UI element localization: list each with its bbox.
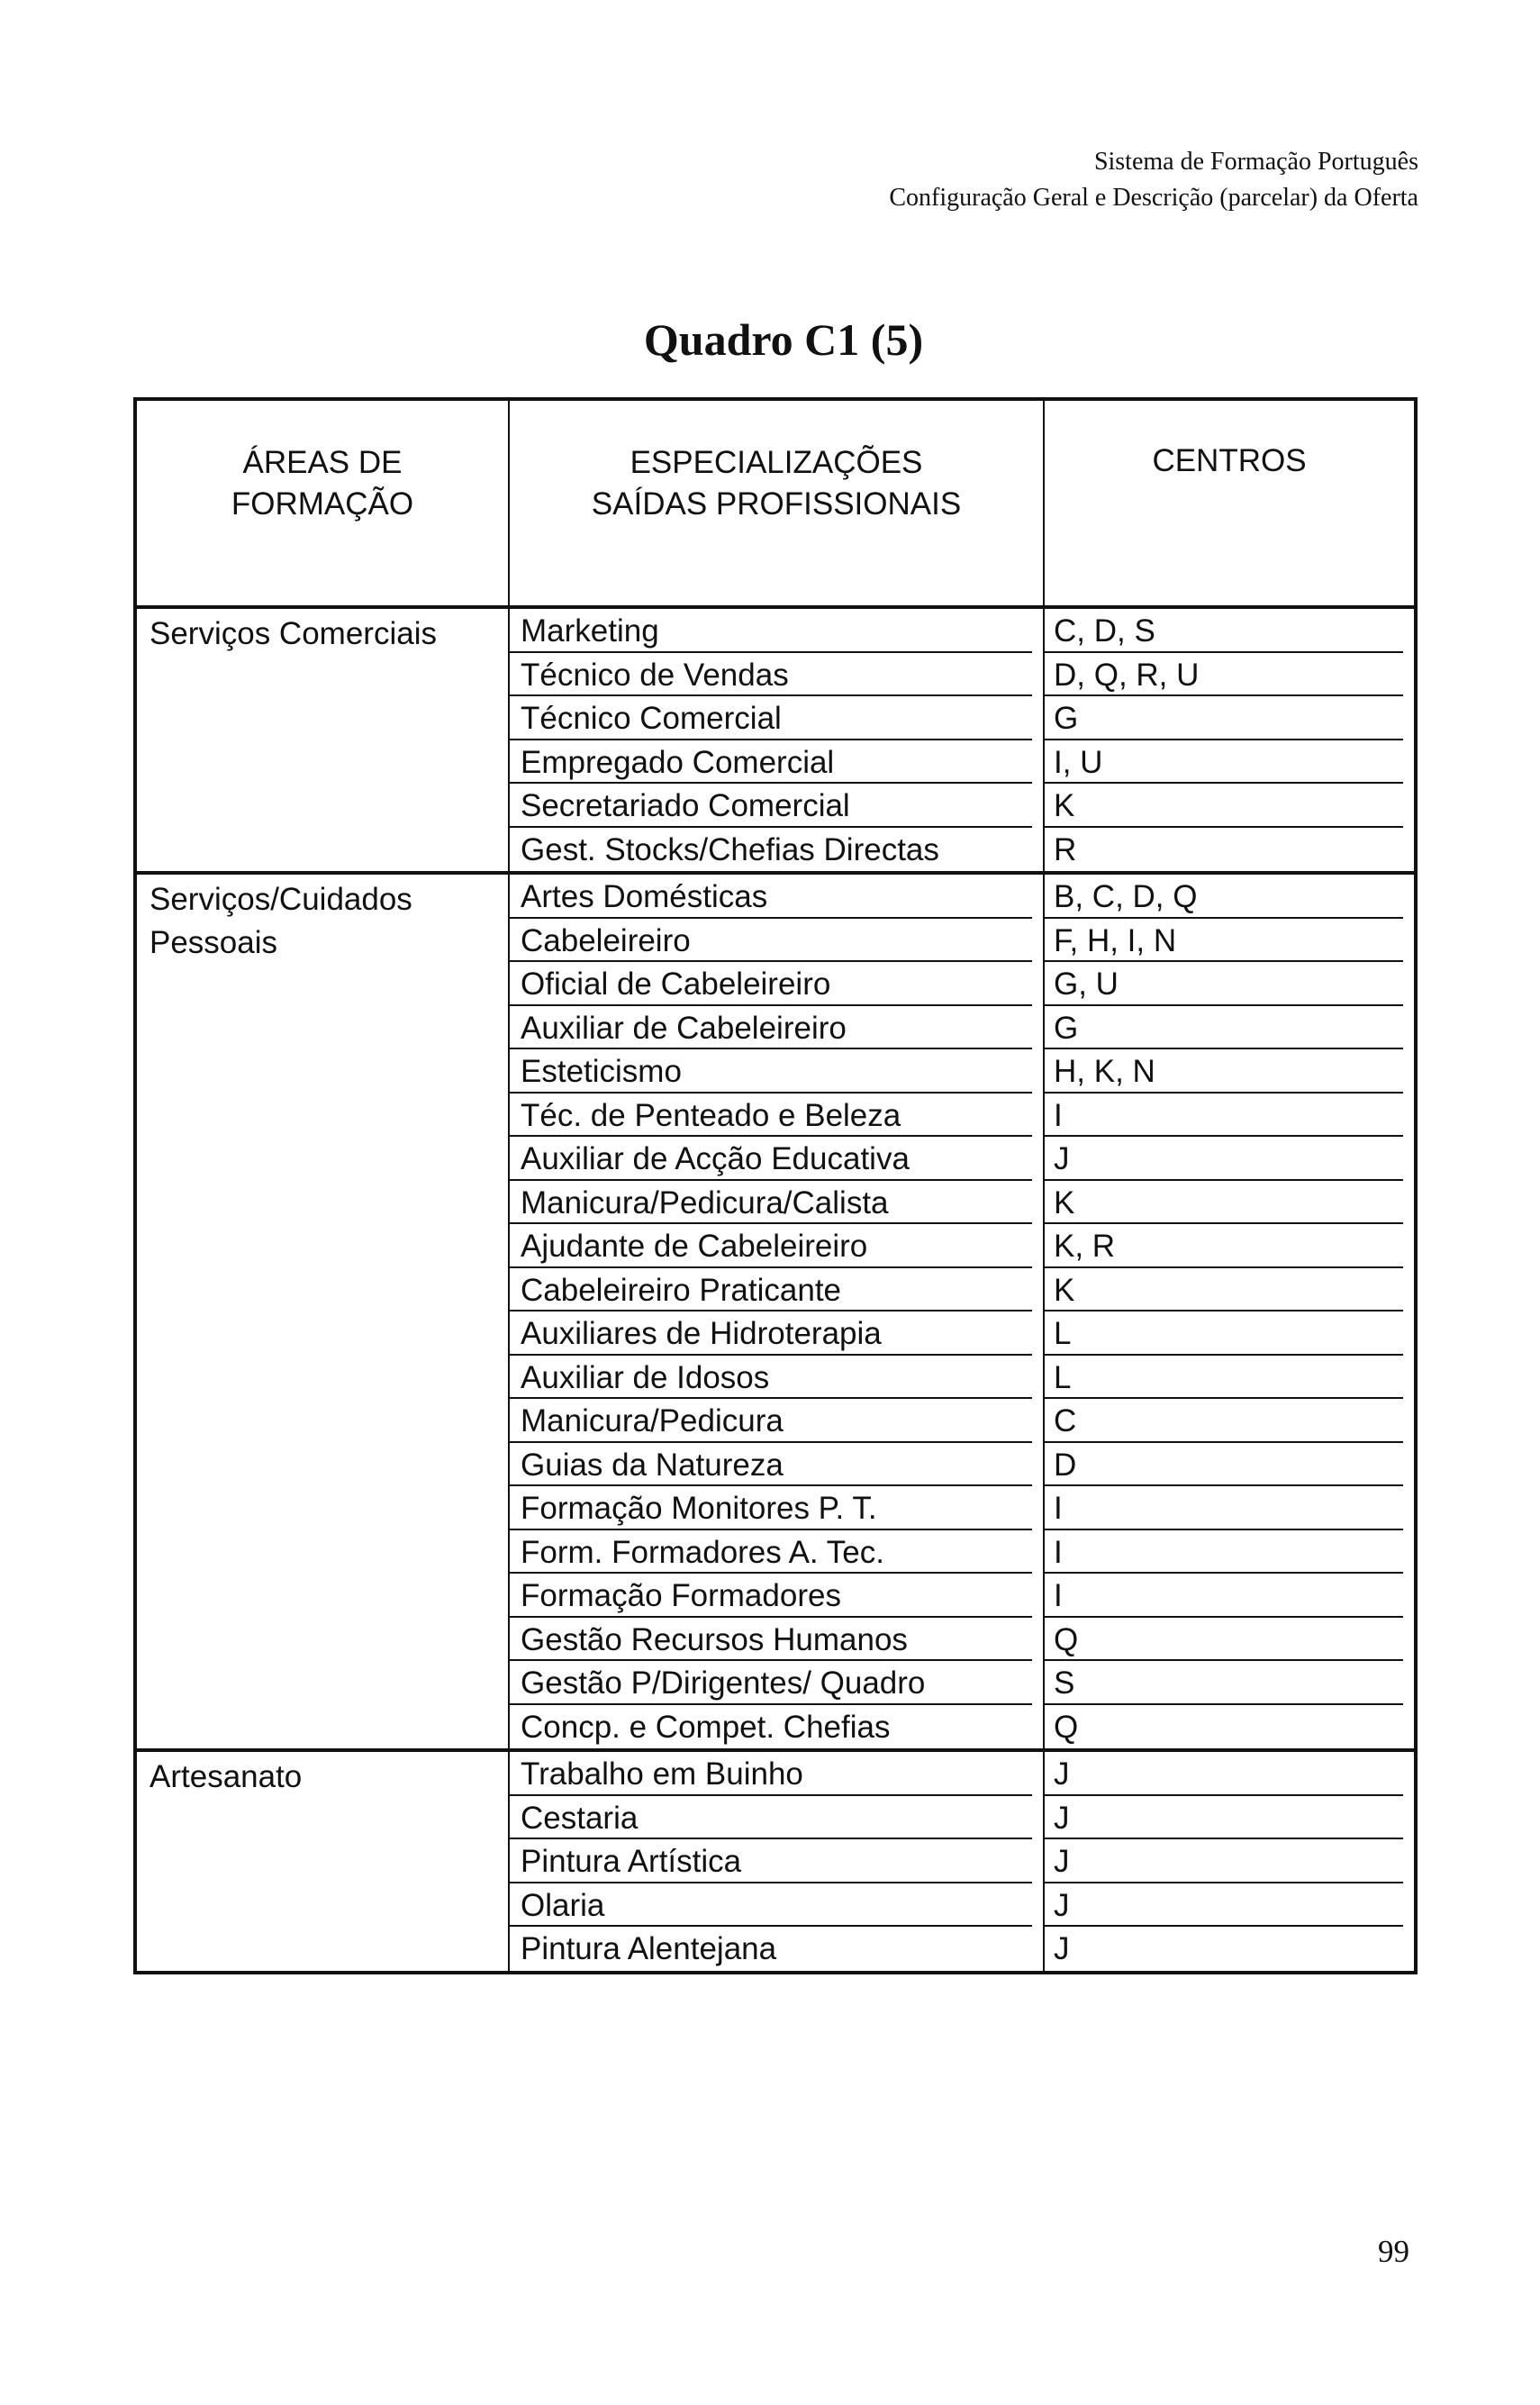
especializacao-item: Artes Domésticas [510, 875, 1032, 919]
centros-item: B, C, D, Q [1045, 875, 1403, 919]
centros-cell [1044, 1750, 1416, 1973]
table-title: Quadro C1 (5) [643, 314, 924, 365]
table-group-row [135, 873, 1416, 1750]
especializacao-item: Pintura Alentejana [521, 1931, 777, 1966]
centros-item: J [1045, 1839, 1403, 1883]
centros-item: J [1054, 1931, 1070, 1966]
page-number: 99 [1378, 2234, 1409, 2269]
centros-item: J [1045, 1752, 1403, 1796]
centros-cell [1044, 873, 1416, 1750]
centros-item: I [1045, 1574, 1403, 1618]
centros-item: J [1045, 1883, 1403, 1928]
centros-item: L [1045, 1311, 1403, 1356]
centros-item: F, H, I, N [1045, 919, 1403, 963]
centros-item: S [1045, 1661, 1403, 1705]
header-areas-de-formacao: ÁREAS DE FORMAÇÃO [135, 399, 509, 607]
table-header-row [135, 399, 1416, 607]
especializacao-item: Empregado Comercial [510, 740, 1032, 785]
centros-item: K, R [1045, 1224, 1403, 1268]
especializacao-item: Técnico de Vendas [510, 653, 1032, 697]
especializacao-item: Concp. e Compet. Chefias [521, 1709, 891, 1745]
area-cell [135, 607, 509, 873]
centros-item: I, U [1045, 740, 1403, 785]
especializacao-item: Auxiliar de Cabeleireiro [510, 1006, 1032, 1050]
running-header [889, 144, 1418, 216]
especializacao-item: Manicura/Pedicura/Calista [510, 1181, 1032, 1225]
centros-item: D, Q, R, U [1045, 653, 1403, 697]
area-cell [135, 873, 509, 1750]
especializacoes-cell [509, 1750, 1044, 1973]
especializacao-item: Form. Formadores A. Tec. [510, 1530, 1032, 1575]
especializacao-item: Auxiliares de Hidroterapia [510, 1311, 1032, 1356]
especializacao-item: Pintura Artística [510, 1839, 1032, 1883]
area-label: Serviços Comerciais [149, 616, 437, 651]
especializacao-item: Gest. Stocks/Chefias Directas [521, 831, 939, 867]
especializacao-item: Manicura/Pedicura [510, 1399, 1032, 1443]
centros-item: K [1045, 1268, 1403, 1312]
especializacao-item: Cestaria [510, 1796, 1032, 1840]
especializacao-item: Ajudante de Cabeleireiro [510, 1224, 1032, 1268]
centros-item: G [1045, 696, 1403, 740]
especializacao-item: Cabeleireiro [510, 919, 1032, 963]
especializacao-item: Gestão Recursos Humanos [510, 1618, 1032, 1662]
header-centros: CENTROS [1044, 399, 1416, 607]
especializacao-item: Secretariado Comercial [510, 784, 1032, 828]
especializacoes-cell [509, 607, 1044, 873]
especializacao-item: Guias da Natureza [510, 1443, 1032, 1487]
especializacao-item: Cabeleireiro Praticante [510, 1268, 1032, 1312]
table-group-row [135, 1750, 1416, 1973]
centros-item: L [1045, 1356, 1403, 1400]
centros-item: I [1045, 1486, 1403, 1530]
especializacao-item: Esteticismo [510, 1049, 1032, 1094]
centros-item: J [1045, 1796, 1403, 1840]
centros-item: Q [1054, 1709, 1079, 1745]
table-group-row [135, 607, 1416, 873]
area-label: Serviços/Cuidados [149, 882, 412, 917]
area-label: Artesanato [149, 1759, 303, 1794]
centros-item: K [1045, 1181, 1403, 1225]
table-body [135, 607, 1416, 1973]
especializacao-item: Téc. de Penteado e Beleza [510, 1094, 1032, 1138]
centros-item: G, U [1045, 962, 1403, 1006]
header-line-1: Sistema de Formação Português [1093, 148, 1418, 176]
centros-item: H, K, N [1045, 1049, 1403, 1094]
especializacao-item: Auxiliar de Acção Educativa [510, 1137, 1032, 1181]
centros-item: C, D, S [1045, 609, 1403, 653]
centros-item: I [1045, 1530, 1403, 1575]
especializacao-item: Marketing [510, 609, 1032, 653]
especializacao-item: Formação Monitores P. T. [510, 1486, 1032, 1530]
especializacao-item: Técnico Comercial [510, 696, 1032, 740]
centros-item: G [1045, 1006, 1403, 1050]
header-line-2: Configuração Geral e Descrição (parcelar) da Oferta [889, 184, 1418, 212]
header-especializacoes: ESPECIALIZAÇÕES SAÍDAS PROFISSIONAIS [509, 399, 1044, 607]
centros-cell [1044, 607, 1416, 873]
centros-item: C [1045, 1399, 1403, 1443]
area-label: Pessoais [149, 925, 278, 960]
centros-item: R [1054, 831, 1077, 867]
especializacao-item: Formação Formadores [510, 1574, 1032, 1618]
especializacao-item: Auxiliar de Idosos [510, 1356, 1032, 1400]
quadro-table [133, 397, 1418, 1974]
especializacoes-cell [509, 873, 1044, 1750]
centros-item: Q [1045, 1618, 1403, 1662]
centros-item: J [1045, 1137, 1403, 1181]
centros-item: D [1045, 1443, 1403, 1487]
especializacao-item: Trabalho em Buinho [510, 1752, 1032, 1796]
centros-item: I [1045, 1094, 1403, 1138]
centros-item: K [1045, 784, 1403, 828]
area-cell [135, 1750, 509, 1973]
especializacao-item: Gestão P/Dirigentes/ Quadro [510, 1661, 1032, 1705]
especializacao-item: Olaria [510, 1883, 1032, 1928]
especializacao-item: Oficial de Cabeleireiro [510, 962, 1032, 1006]
